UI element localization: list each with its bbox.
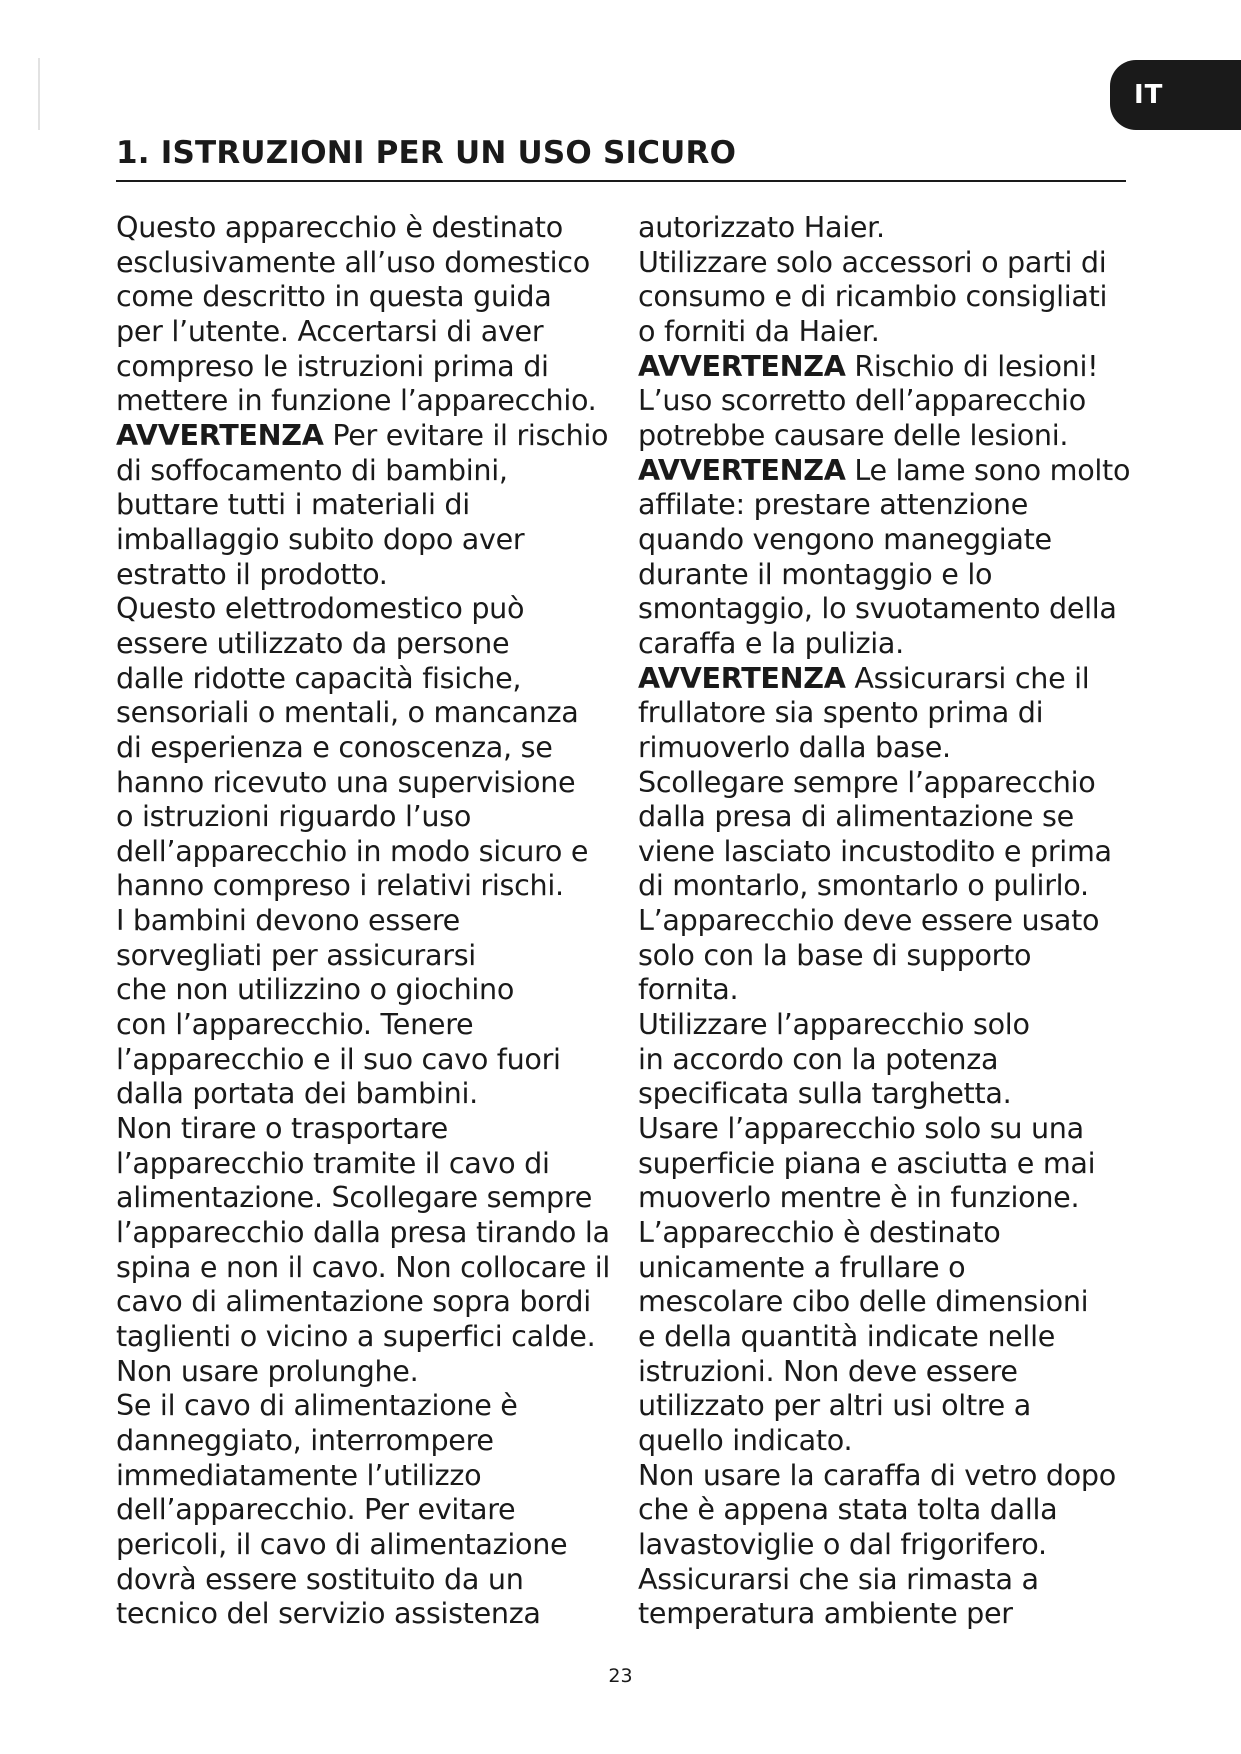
warning-label: AVVERTENZA: [116, 417, 324, 452]
warning-label: AVVERTENZA: [638, 348, 846, 383]
section-title: 1. ISTRUZIONI PER UN USO SICURO: [116, 135, 737, 171]
text-line: [638, 1180, 1138, 1215]
text-line: [638, 903, 1138, 938]
line-text: Non usare la caraffa di vetro dopo: [638, 1457, 1116, 1492]
text-line: [116, 349, 628, 384]
line-text: L’apparecchio deve essere usato: [638, 903, 1100, 938]
line-text: o forniti da Haier.: [638, 313, 880, 348]
text-line: [116, 1180, 628, 1215]
text-line: [116, 1423, 628, 1458]
text-line: [116, 1215, 628, 1250]
text-line: [638, 1319, 1138, 1354]
line-text: affilate: prestare attenzione: [638, 487, 1029, 522]
text-line: [638, 1596, 1138, 1631]
text-line: [116, 1146, 628, 1181]
text-line: [116, 730, 628, 765]
text-line: [116, 383, 628, 418]
line-text: in accordo con la potenza: [638, 1041, 999, 1076]
line-text: e della quantità indicate nelle: [638, 1319, 1056, 1353]
text-line: [638, 626, 1138, 661]
text-line: [638, 591, 1138, 626]
text-line: [638, 972, 1138, 1007]
line-text: sorvegliati per assicurarsi: [116, 937, 476, 972]
text-line: [116, 1388, 628, 1423]
text-line: [116, 695, 628, 730]
text-line: [116, 799, 628, 834]
line-text: spina e non il cavo. Non collocare il: [116, 1249, 611, 1284]
line-text: autorizzato Haier.: [638, 210, 885, 244]
line-text: come descritto in questa guida: [116, 279, 552, 314]
line-text: l’apparecchio dalla presa tirando la: [116, 1215, 610, 1250]
line-text: specificata sulla targhetta.: [638, 1076, 1012, 1111]
line-text: imballaggio subito dopo aver: [116, 521, 525, 556]
text-line: [116, 1111, 628, 1146]
line-text: rimuoverlo dalla base.: [638, 729, 951, 764]
line-text: potrebbe causare delle lesioni.: [638, 417, 1069, 452]
line-text: caraffa e la pulizia.: [638, 625, 904, 660]
text-line: [638, 349, 1138, 384]
text-line: [638, 1146, 1138, 1181]
line-text: L’uso scorretto dell’apparecchio: [638, 383, 1086, 418]
line-text: smontaggio, lo svuotamento della: [638, 591, 1117, 626]
line-text: Non tirare o trasportare: [116, 1111, 448, 1146]
text-line: [638, 1111, 1138, 1146]
left-text-column: [116, 210, 628, 1631]
text-line: [638, 730, 1138, 765]
line-text: sensoriali o mentali, o mancanza: [116, 695, 579, 730]
text-line: [638, 1423, 1138, 1458]
text-line: [638, 799, 1138, 834]
text-line: [116, 1076, 628, 1111]
text-line: [116, 1492, 628, 1527]
text-line: [638, 418, 1138, 453]
line-text: solo con la base di supporto: [638, 937, 1032, 972]
text-line: [116, 314, 628, 349]
line-text: dell’apparecchio in modo sicuro e: [116, 833, 589, 868]
text-line: [116, 453, 628, 488]
line-text: esclusivamente all’uso domestico: [116, 244, 590, 279]
text-line: [116, 245, 628, 280]
text-line: [638, 1042, 1138, 1077]
text-line: [116, 1319, 628, 1354]
line-text: l’apparecchio e il suo cavo fuori: [116, 1041, 561, 1076]
text-line: [116, 1284, 628, 1319]
text-line: [116, 1596, 628, 1631]
text-line: [116, 279, 628, 314]
line-text: hanno ricevuto una supervisione: [116, 764, 576, 799]
text-line: [116, 903, 628, 938]
line-text: compreso le istruzioni prima di: [116, 348, 549, 383]
line-text: temperatura ambiente per: [638, 1596, 1013, 1631]
text-line: [116, 661, 628, 696]
warning-label: AVVERTENZA: [638, 452, 846, 487]
line-text: danneggiato, interrompere: [116, 1422, 494, 1457]
line-text: taglienti o vicino a superfici calde.: [116, 1319, 596, 1353]
line-text: o istruzioni riguardo l’uso: [116, 799, 472, 834]
line-text: Questo apparecchio è destinato: [116, 210, 563, 244]
line-text: Usare l’apparecchio solo su una: [638, 1111, 1084, 1146]
line-text: essere utilizzato da persone: [116, 625, 510, 660]
language-tab: IT: [1110, 60, 1241, 130]
text-line: [638, 1354, 1138, 1389]
text-line: [638, 557, 1138, 592]
line-text: immediatamente l’utilizzo: [116, 1457, 482, 1492]
text-line: [116, 626, 628, 661]
line-text: Per evitare il rischio: [323, 417, 609, 452]
line-text: dalla portata dei bambini.: [116, 1076, 478, 1111]
text-line: [638, 1388, 1138, 1423]
line-text: mescolare cibo delle dimensioni: [638, 1284, 1089, 1319]
line-text: utilizzato per altri usi oltre a: [638, 1388, 1031, 1423]
line-text: dell’apparecchio. Per evitare: [116, 1492, 516, 1527]
text-line: [638, 938, 1138, 973]
text-line: [638, 487, 1138, 522]
line-text: frullatore sia spento prima di: [638, 695, 1044, 730]
text-line: [638, 1492, 1138, 1527]
line-text: di esperienza e conoscenza, se: [116, 729, 553, 764]
line-text: hanno compreso i relativi rischi.: [116, 868, 564, 903]
line-text: fornita.: [638, 972, 739, 1007]
line-text: l’apparecchio tramite il cavo di: [116, 1145, 550, 1180]
text-line: [638, 695, 1138, 730]
line-text: Assicurarsi che sia rimasta a: [638, 1561, 1039, 1596]
line-text: Scollegare sempre l’apparecchio: [638, 764, 1096, 799]
text-line: [638, 245, 1138, 280]
text-line: [116, 557, 628, 592]
line-text: I bambini devono essere: [116, 903, 460, 938]
text-line: [638, 1284, 1138, 1319]
line-text: dalle ridotte capacità fisiche,: [116, 660, 522, 695]
line-text: istruzioni. Non deve essere: [638, 1353, 1018, 1388]
line-text: con l’apparecchio. Tenere: [116, 1007, 474, 1042]
text-line: [638, 765, 1138, 800]
text-line: [638, 1562, 1138, 1597]
line-text: Se il cavo di alimentazione è: [116, 1388, 518, 1423]
line-text: di montarlo, smontarlo o pulirlo.: [638, 868, 1089, 903]
line-text: Utilizzare solo accessori o parti di: [638, 244, 1107, 279]
line-text: quando vengono maneggiate: [638, 521, 1052, 556]
text-line: [638, 1007, 1138, 1042]
line-text: Rischio di lesioni!: [845, 348, 1099, 383]
line-text: Assicurarsi che il: [845, 660, 1090, 695]
line-text: consumo e di ricambio consigliati: [638, 279, 1108, 314]
text-line: [638, 1250, 1138, 1285]
line-text: che è appena stata tolta dalla: [638, 1492, 1058, 1527]
text-line: [638, 522, 1138, 557]
line-text: Utilizzare l’apparecchio solo: [638, 1007, 1030, 1042]
page-number: 23: [608, 1665, 633, 1687]
text-line: [116, 487, 628, 522]
text-line: [638, 1215, 1138, 1250]
line-text: estratto il prodotto.: [116, 556, 388, 591]
text-line: [638, 383, 1138, 418]
text-line: [116, 1562, 628, 1597]
line-text: alimentazione. Scollegare sempre: [116, 1180, 592, 1215]
line-text: quello indicato.: [638, 1422, 853, 1457]
margin-line: [38, 58, 40, 130]
text-line: [116, 1527, 628, 1562]
text-line: [116, 418, 628, 453]
text-line: [116, 972, 628, 1007]
text-line: [638, 314, 1138, 349]
text-line: [116, 1354, 628, 1389]
line-text: unicamente a frullare o: [638, 1249, 966, 1284]
line-text: superficie piana e asciutta e mai: [638, 1145, 1096, 1180]
line-text: Non usare prolunghe.: [116, 1353, 419, 1388]
right-text-column: [638, 210, 1138, 1631]
text-line: [116, 1458, 628, 1493]
text-line: [638, 210, 1138, 245]
text-line: [638, 834, 1138, 869]
line-text: cavo di alimentazione sopra bordi: [116, 1284, 591, 1319]
line-text: di soffocamento di bambini,: [116, 452, 508, 487]
line-text: pericoli, il cavo di alimentazione: [116, 1526, 568, 1561]
text-line: [638, 453, 1138, 488]
line-text: tecnico del servizio assistenza: [116, 1596, 541, 1631]
text-line: [638, 1527, 1138, 1562]
line-text: dovrà essere sostituito da un: [116, 1561, 524, 1596]
line-text: durante il montaggio e lo: [638, 556, 993, 591]
text-line: [638, 1076, 1138, 1111]
line-text: dalla presa di alimentazione se: [638, 799, 1074, 834]
text-line: [116, 1250, 628, 1285]
text-line: [638, 661, 1138, 696]
warning-label: AVVERTENZA: [638, 660, 846, 695]
text-line: [116, 868, 628, 903]
line-text: L’apparecchio è destinato: [638, 1215, 1001, 1250]
text-line: [638, 868, 1138, 903]
line-text: lavastoviglie o dal frigorifero.: [638, 1526, 1047, 1561]
line-text: per l’utente. Accertarsi di aver: [116, 313, 544, 348]
text-line: [116, 938, 628, 973]
line-text: buttare tutti i materiali di: [116, 487, 470, 522]
text-line: [638, 1458, 1138, 1493]
line-text: viene lasciato incustodito e prima: [638, 833, 1112, 868]
text-line: [638, 279, 1138, 314]
text-line: [116, 765, 628, 800]
title-divider: [116, 180, 1126, 182]
text-line: [116, 522, 628, 557]
text-line: [116, 1042, 628, 1077]
line-text: Questo elettrodomestico può: [116, 591, 525, 626]
line-text: Le lame sono molto: [845, 452, 1131, 487]
text-line: [116, 834, 628, 869]
line-text: muoverlo mentre è in funzione.: [638, 1180, 1080, 1215]
text-line: [116, 210, 628, 245]
line-text: mettere in funzione l’apparecchio.: [116, 383, 597, 418]
text-line: [116, 1007, 628, 1042]
line-text: che non utilizzino o giochino: [116, 972, 515, 1007]
text-line: [116, 591, 628, 626]
